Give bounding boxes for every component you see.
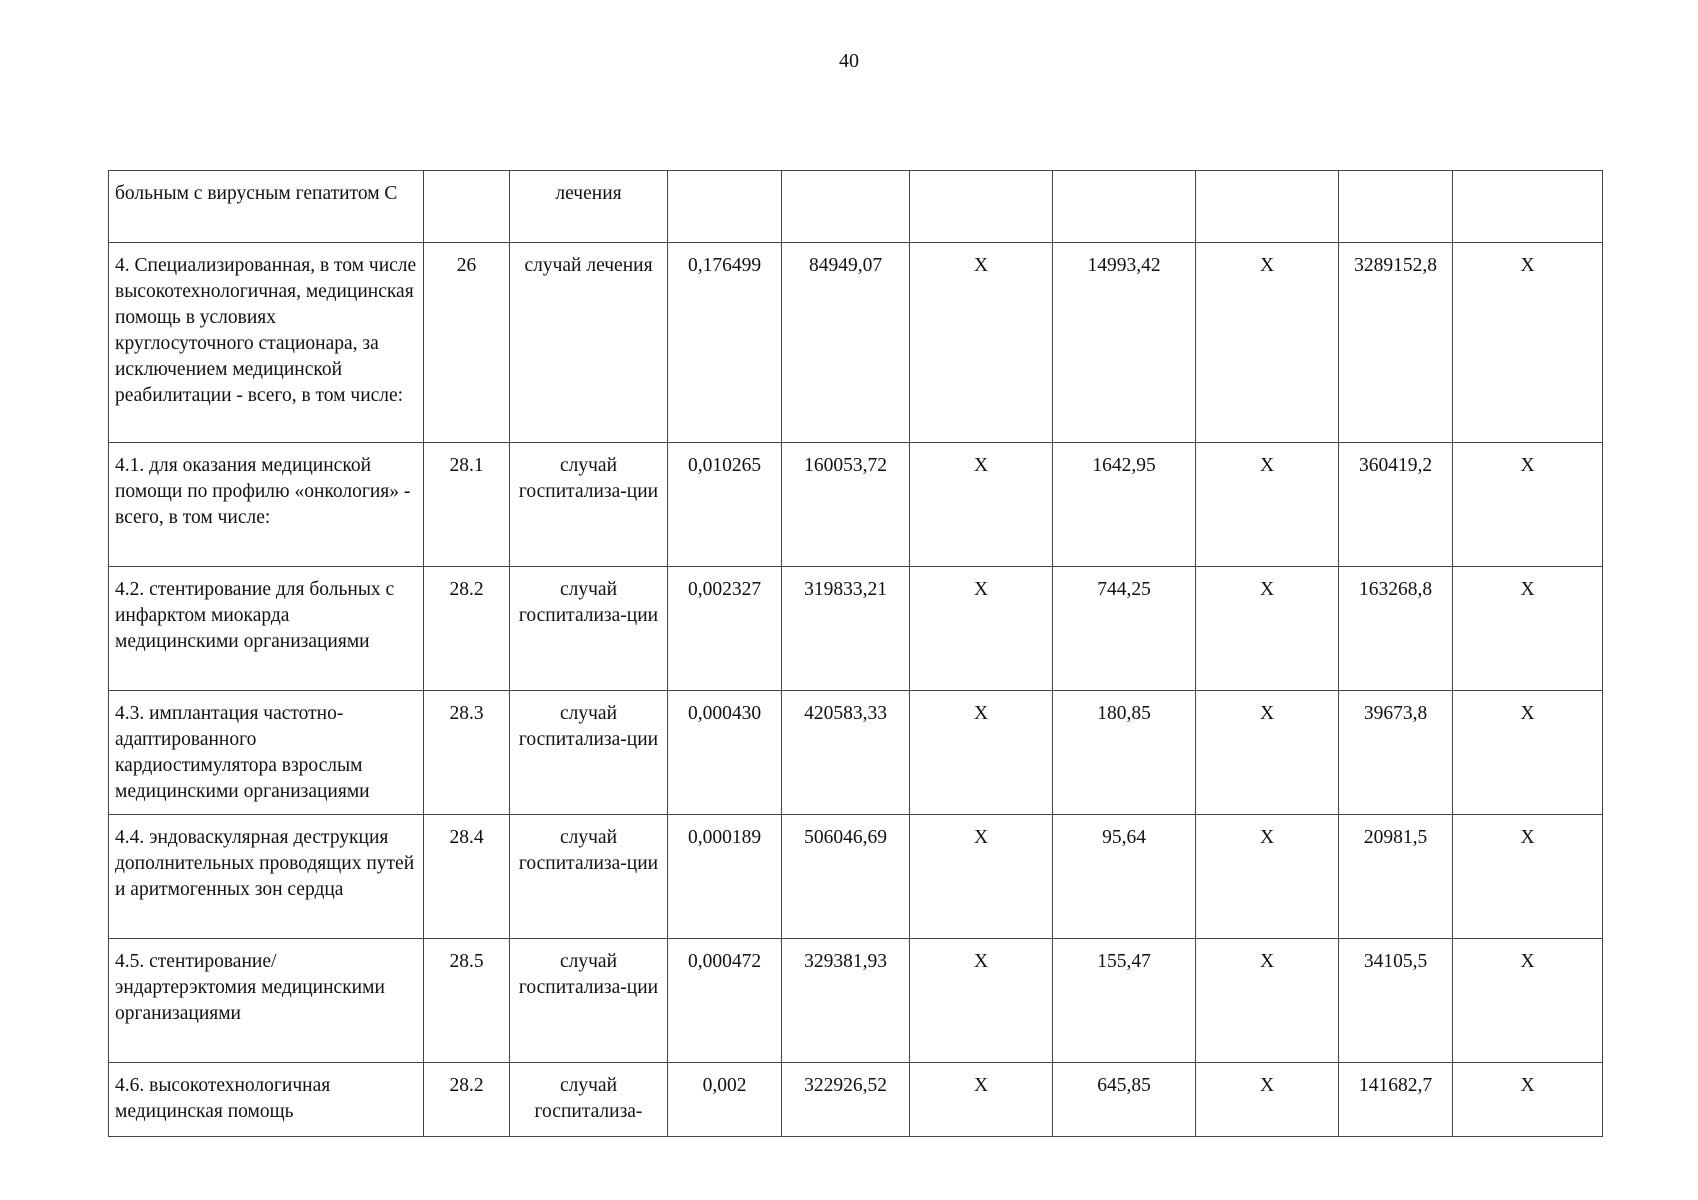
table-row [109,1063,1603,1137]
row-per-capita-cell: 95,64 [1053,815,1196,939]
row-x2-cell: X [1196,243,1339,443]
table-row [109,243,1603,443]
row-cost-cell: 322926,52 [782,1063,910,1137]
row-total-cell: 141682,7 [1339,1063,1453,1137]
row-norm-cell: 0,010265 [668,443,782,567]
row-cost-cell: 319833,21 [782,567,910,691]
row-unit-cell: случай госпитализа-ции [510,443,668,567]
row-per-capita-cell: 1642,95 [1053,443,1196,567]
row-code-cell: 28.2 [424,1063,510,1137]
row-code-cell: 26 [424,243,510,443]
row-x3-cell: X [1453,691,1603,815]
row-cost-cell: 420583,33 [782,691,910,815]
row-code-cell [424,171,510,243]
table-row [109,171,1603,243]
row-x2-cell: X [1196,815,1339,939]
row-name-cell: 4.1. для оказания медицинской помощи по профилю «онкология» - всего, в том числе: [109,443,424,567]
row-unit-cell: случай лечения [510,243,668,443]
row-name-cell: 4.2. стентирование для больных с инфарктом миокарда медицинскими организациями [109,567,424,691]
row-norm-cell: 0,000430 [668,691,782,815]
table-row [109,691,1603,815]
row-norm-cell: 0,000189 [668,815,782,939]
row-x3-cell: X [1453,1063,1603,1137]
row-unit-cell: случай госпитализа-ции [510,567,668,691]
row-cost-cell: 329381,93 [782,939,910,1063]
row-norm-cell: 0,176499 [668,243,782,443]
row-name-cell: 4.6. высокотехнологичная медицинская помощь [109,1063,424,1137]
row-code-cell: 28.3 [424,691,510,815]
row-unit-cell: случай госпитализа-ции [510,815,668,939]
medical-care-table [108,170,1603,1137]
row-total-cell [1339,171,1453,243]
row-cost-cell [782,171,910,243]
row-name-cell: 4.3. имплантация частотно-адаптированного кардиостимулятора взрослым медицинскими организациями [109,691,424,815]
row-code-cell: 28.1 [424,443,510,567]
row-norm-cell [668,171,782,243]
row-x1-cell: X [910,1063,1053,1137]
row-x3-cell: X [1453,815,1603,939]
row-x2-cell [1196,171,1339,243]
row-per-capita-cell: 645,85 [1053,1063,1196,1137]
row-cost-cell: 84949,07 [782,243,910,443]
row-total-cell: 20981,5 [1339,815,1453,939]
row-x1-cell: X [910,815,1053,939]
row-cost-cell: 506046,69 [782,815,910,939]
row-x3-cell: X [1453,443,1603,567]
row-x2-cell: X [1196,567,1339,691]
row-unit-cell: случай госпитализа-ции [510,691,668,815]
row-unit-cell: случай госпитализа-ции [510,939,668,1063]
row-code-cell: 28.4 [424,815,510,939]
row-per-capita-cell [1053,171,1196,243]
row-total-cell: 39673,8 [1339,691,1453,815]
row-norm-cell: 0,002 [668,1063,782,1137]
row-per-capita-cell: 744,25 [1053,567,1196,691]
row-x1-cell [910,171,1053,243]
row-per-capita-cell: 180,85 [1053,691,1196,815]
row-x2-cell: X [1196,443,1339,567]
row-code-cell: 28.2 [424,567,510,691]
page-number: 40 [839,50,859,72]
row-x1-cell: X [910,691,1053,815]
row-x2-cell: X [1196,691,1339,815]
row-name-cell: 4.4. эндоваскулярная деструкция дополнительных проводящих путей и аритмогенных зон сердца [109,815,424,939]
row-x3-cell: X [1453,567,1603,691]
table-row [109,939,1603,1063]
row-cost-cell: 160053,72 [782,443,910,567]
row-x3-cell: X [1453,939,1603,1063]
row-name-cell: 4.5. стентирование/эндартерэктомия медицинскими организациями [109,939,424,1063]
row-unit-cell: случай госпитализа- [510,1063,668,1137]
row-x2-cell: X [1196,1063,1339,1137]
row-unit-cell: лечения [510,171,668,243]
row-x1-cell: X [910,243,1053,443]
table-row [109,815,1603,939]
row-x1-cell: X [910,567,1053,691]
row-name-cell: больным с вирусным гепатитом С [109,171,424,243]
row-per-capita-cell: 155,47 [1053,939,1196,1063]
row-total-cell: 34105,5 [1339,939,1453,1063]
row-x1-cell: X [910,939,1053,1063]
table-row [109,443,1603,567]
row-x3-cell [1453,171,1603,243]
row-norm-cell: 0,002327 [668,567,782,691]
row-name-cell: 4. Специализированная, в том числе высокотехнологичная, медицинская помощь в условиях круглосуточного стационара, за исключением медицинской реабилитации - всего, в том числе: [109,243,424,443]
row-total-cell: 163268,8 [1339,567,1453,691]
row-total-cell: 3289152,8 [1339,243,1453,443]
row-per-capita-cell: 14993,42 [1053,243,1196,443]
row-x2-cell: X [1196,939,1339,1063]
row-norm-cell: 0,000472 [668,939,782,1063]
row-code-cell: 28.5 [424,939,510,1063]
table-row [109,567,1603,691]
row-x1-cell: X [910,443,1053,567]
row-total-cell: 360419,2 [1339,443,1453,567]
row-x3-cell: X [1453,243,1603,443]
